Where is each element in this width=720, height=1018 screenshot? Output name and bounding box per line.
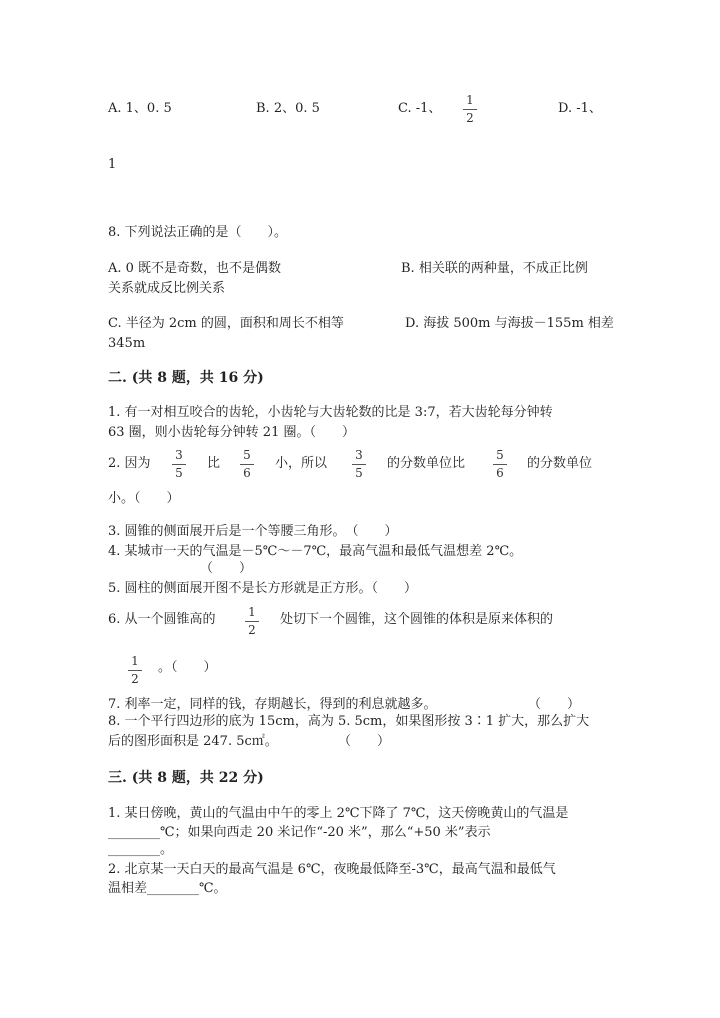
s2-q2-fraction-3 [352, 449, 366, 480]
s3-q1-continued-2: ________。 [108, 842, 174, 857]
fraction-numerator: 3 [175, 448, 183, 462]
fraction-bar [352, 464, 366, 465]
s3-q1: 1. 某日傍晚，黄山的气温由中午的零上 2℃下降了 7℃，这天傍晚黄山的气温是 [108, 806, 569, 821]
q8-stem: 8. 下列说法正确的是（ ）。 [108, 225, 288, 240]
s2-q2-text-2: 小，所以 [275, 456, 328, 471]
s2-q7-answer-paren: （ ） [528, 697, 581, 712]
fraction-numerator: 1 [248, 605, 256, 619]
fraction-denominator: 6 [243, 466, 251, 480]
fraction-bar [463, 109, 477, 110]
s2-q8-answer-paren: （ ） [338, 734, 391, 749]
fraction-numerator: 5 [496, 448, 504, 462]
fraction-denominator: 2 [131, 672, 139, 686]
fraction-bar [493, 464, 507, 465]
q8-option-b-continued: 关系就成反比例关系 [108, 281, 226, 296]
s2-q4-answer-paren: （ ） [200, 561, 253, 576]
q8-option-b: B. 相关联的两种量，不成正比例 [401, 261, 588, 276]
q7-option-d: D. -1、 [558, 101, 602, 116]
fraction-numerator: 1 [466, 93, 474, 107]
fraction-bar [172, 464, 186, 465]
s2-q6-text: 处切下一个圆锥，这个圆锥的体积是原来体积的 [280, 612, 554, 627]
fraction-denominator: 5 [175, 466, 183, 480]
s2-q3: 3. 圆锥的侧面展开后是一个等腰三角形。 （ ） [108, 524, 398, 539]
fraction-numerator: 1 [131, 654, 139, 668]
s2-q1: 1. 有一对相互咬合的齿轮，小齿轮与大齿轮数的比是 3:7，若大齿轮每分钟转 [108, 405, 553, 420]
q8-option-d-continued: 345m [108, 336, 146, 351]
fraction-denominator: 5 [355, 466, 363, 480]
fraction-bar [240, 464, 254, 465]
s2-q8: 8. 一个平行四边形的底为 15cm，高为 5. 5cm，如果图形按 3∶1 扩大，那么扩大 [108, 714, 590, 729]
s2-q6-fraction-2 [128, 655, 142, 686]
s2-q6-fraction-1 [245, 606, 259, 637]
fraction-denominator: 2 [466, 111, 474, 125]
q7-option-c: C. -1、 [398, 101, 442, 116]
s3-q2-continued: 温相差________℃。 [108, 881, 227, 896]
s2-q1-continued: 63 圈，则小齿轮每分钟转 21 圈。（ ） [108, 425, 355, 440]
s2-q2-fraction-1 [172, 449, 186, 480]
q8-option-d: D. 海拔 500m 与海拔－155m 相差 [405, 316, 614, 331]
fraction-denominator: 6 [496, 466, 504, 480]
s2-q8-continued: 后的图形面积是 247. 5c㎡。 [108, 734, 278, 749]
section-2-title: 二. (共 8 题，共 16 分) [108, 370, 264, 386]
s2-q2-text-4: 的分数单位 [527, 456, 593, 471]
fraction-numerator: 3 [355, 448, 363, 462]
s2-q2-fraction-4 [493, 449, 507, 480]
fraction-denominator: 2 [248, 623, 256, 637]
s2-q7: 7. 利率一定，同样的钱，存期越长，得到的利息就越多。 [108, 697, 437, 712]
s3-q1-continued: ________℃；如果向西走 20 米记作“-20 米”，那么“+50 米”表示 [108, 825, 491, 840]
s2-q2-prefix: 2. 因为 [108, 456, 151, 471]
q7-option-a: A. 1、0. 5 [108, 101, 172, 116]
s2-q4: 4. 某城市一天的气温是－5℃～－7℃，最高气温和最低气温想差 2℃。 [108, 544, 523, 559]
s2-q2-fraction-2 [240, 449, 254, 480]
s2-q2-continued: 小。（ ） [108, 491, 180, 506]
q8-option-c: C. 半径为 2cm 的圆，面积和周长不相等 [108, 316, 344, 331]
s3-q2: 2. 北京某一天白天的最高气温是 6℃，夜晚最低降至-3℃，最高气温和最低气 [108, 862, 556, 877]
q7-option-d-continued: 1 [108, 157, 117, 172]
q8-option-a: A. 0 既不是奇数，也不是偶数 [108, 261, 282, 276]
q7-option-c-fraction [463, 94, 477, 125]
s2-q2-text-3: 的分数单位比 [387, 456, 466, 471]
s2-q6-suffix: 。（ ） [158, 660, 217, 675]
s2-q6-prefix: 6. 从一个圆锥高的 [108, 612, 216, 627]
fraction-numerator: 5 [243, 448, 251, 462]
s2-q2-text-1: 比 [207, 456, 221, 471]
s2-q5: 5. 圆柱的侧面展开图不是长方形就是正方形。（ ） [108, 581, 418, 596]
fraction-bar [128, 670, 142, 671]
section-3-title: 三. (共 8 题，共 22 分) [108, 770, 264, 786]
fraction-bar [245, 621, 259, 622]
q7-option-b: B. 2、0. 5 [256, 101, 320, 116]
